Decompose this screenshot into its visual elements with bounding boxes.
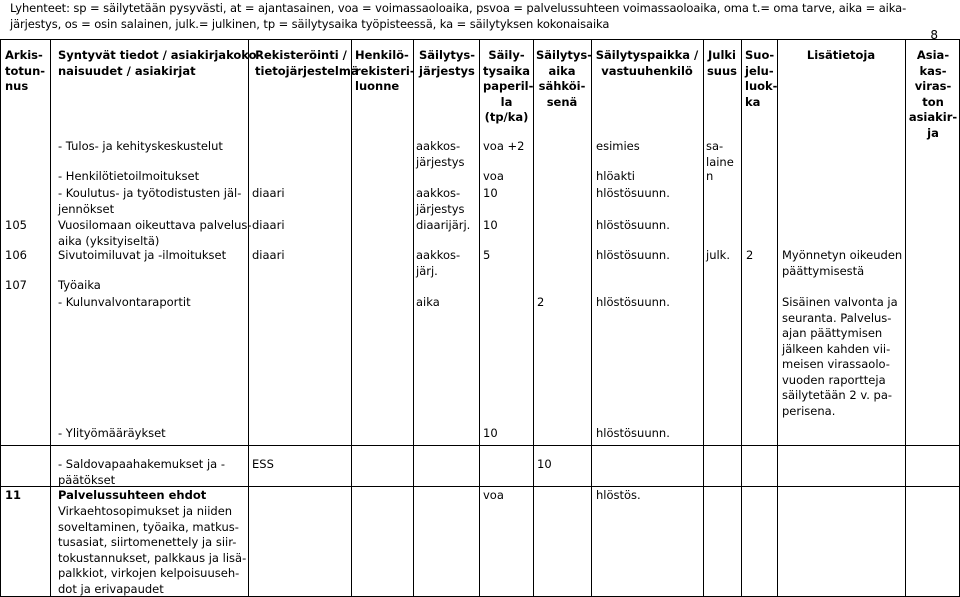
row-5-protection: 2 — [746, 248, 754, 262]
row-9-paper: 10 — [537, 457, 552, 471]
row-3-place: hlöstösuunn. — [596, 186, 670, 200]
row-7-info: Sisäinen valvonta ja seuranta. Palvelus- ajan päättymisen jälkeen kahden vii- meisen virassaolo- vuoden raportteja säilytetään 2 v. pa- perisena. — [782, 295, 898, 418]
col-rule — [741, 39, 742, 596]
row-5-order: aakkos- järj. — [416, 248, 461, 278]
col-rule — [50, 39, 51, 596]
row-2-document: - Henkilötietoilmoitukset — [58, 169, 200, 183]
row-3-paper: 10 — [483, 186, 498, 200]
header-paper-retention: Säily- tysaika paperil- la (tp/ka) — [483, 48, 534, 124]
row-1-paper: voa +2 — [483, 139, 525, 153]
row-5-code: 106 — [5, 248, 27, 262]
col-rule — [413, 39, 414, 596]
col-rule — [591, 39, 592, 596]
header-location-responsible: Säilytyspaikka / vastuuhenkilö — [595, 48, 699, 78]
col-rule — [351, 39, 352, 596]
col-rule — [777, 39, 778, 596]
row-4-registration: diaari — [252, 218, 285, 232]
row-3-document: - Koulutus- ja työtodistusten jäl- jennökset — [58, 186, 242, 216]
row-9-registration: ESS — [252, 457, 274, 471]
row-1-publicity: sa- laine — [706, 139, 734, 169]
row-6-code: 107 — [5, 278, 27, 292]
row-5-publicity: julk. — [706, 248, 730, 262]
row-4-code: 105 — [5, 218, 27, 232]
header-publicity: Julki suus — [706, 48, 738, 78]
header-archive-code: Arkis- totun- nus — [5, 48, 46, 93]
row-7-place: hlöstösuunn. — [596, 295, 670, 309]
col-rule — [905, 39, 906, 596]
row-1-place: esimies — [596, 139, 640, 153]
row-2-publicity: n — [706, 169, 714, 183]
row-2-paper: voa — [483, 169, 504, 183]
row-4-order: diaarijärj. — [416, 218, 471, 232]
row-10-place: hlöstös. — [596, 488, 641, 502]
abbreviations-legend — [0, 0, 950, 32]
row-5-paper: 5 — [483, 248, 491, 262]
header-registration: Rekisteröinti / tietojärjestelmä — [255, 48, 359, 78]
row-1-document: - Tulos- ja kehityskeskustelut — [58, 139, 223, 153]
row-7-paper: 2 — [537, 295, 545, 309]
col-rule — [703, 39, 704, 596]
header-storage-order: Säilytys- järjestys — [419, 48, 476, 78]
row-4-paper: 10 — [483, 218, 498, 232]
row-3-registration: diaari — [252, 186, 285, 200]
row-4-place: hlöstösuunn. — [596, 218, 670, 232]
col-rule — [0, 39, 1, 596]
row-10-document: Virkaehtosopimukset ja niiden soveltaminen, työaika, matkus- tusasiat, siirtomenettely ja siir- tokustannukset, palkkaus ja lisä- palkkiot, virkojen kelpoisuuseh- dot ja erivapaudet — [58, 504, 247, 596]
row-7-document: - Kulunvalvontaraportit — [58, 295, 191, 309]
col-rule — [248, 39, 249, 596]
header-additional-info: Lisätietoja — [806, 48, 876, 62]
row-9-document: - Saldovapaahakemukset ja - päätökset — [58, 457, 226, 487]
row-4-document: Vuosilomaan oikeuttava palvelus- aika (yksityiseltä) — [58, 218, 252, 248]
row-10-paper: voa — [483, 488, 504, 502]
header-protection-class: Suo- jelu- luok- ka — [745, 48, 778, 109]
section-divider-1 — [0, 445, 960, 446]
row-1-order: aakkos- järjestys — [416, 139, 465, 169]
row-3-order: aakkos- järjestys — [416, 186, 465, 216]
table-top-border — [0, 39, 960, 40]
abbreviations-line-2: järjestys, os = osin salainen, julk.= julkinen, tp = säilytysaika työpisteessä, ka = säilytyksen kokonaisaika — [10, 17, 610, 31]
header-documents: Syntyvät tiedot / asiakirjakoko- naisuudet / asiakirjat — [58, 48, 262, 78]
row-5-registration: diaari — [252, 248, 285, 262]
header-personal-register: Henkilö- rekisteri- luonne — [355, 48, 415, 93]
row-5-document: Sivutoimiluvat ja -ilmoitukset — [58, 248, 227, 262]
header-client-document: Asia- kas- viras- ton asiakir- ja — [908, 48, 958, 140]
row-5-info: Myönnetyn oikeuden päättymisestä — [782, 248, 903, 278]
page-number: 8 — [930, 28, 938, 42]
row-8-document: - Ylityömääräykset — [58, 426, 166, 440]
row-5-place: hlöstösuunn. — [596, 248, 670, 262]
row-10-code: 11 — [5, 488, 22, 502]
col-rule — [533, 39, 534, 596]
row-10-title: Palvelussuhteen ehdot — [58, 488, 207, 502]
row-2-place: hlöakti — [596, 169, 635, 183]
header-electronic-retention: Säilytys- aika sähköi- senä — [536, 48, 593, 109]
row-6-document: Työaika — [58, 278, 101, 292]
col-rule — [479, 39, 480, 596]
row-7-order: aika — [416, 295, 440, 309]
row-8-place: hlöstösuunn. — [596, 426, 670, 440]
abbreviations-line-1: Lyhenteet: sp = säilytetään pysyvästi, at = ajantasainen, voa = voimassaoloaika, psvoa = palvelussuhteen voimassaoloaika, oma t.= oma tarve, aika = aika- — [10, 1, 907, 15]
row-8-paper: 10 — [483, 426, 498, 440]
